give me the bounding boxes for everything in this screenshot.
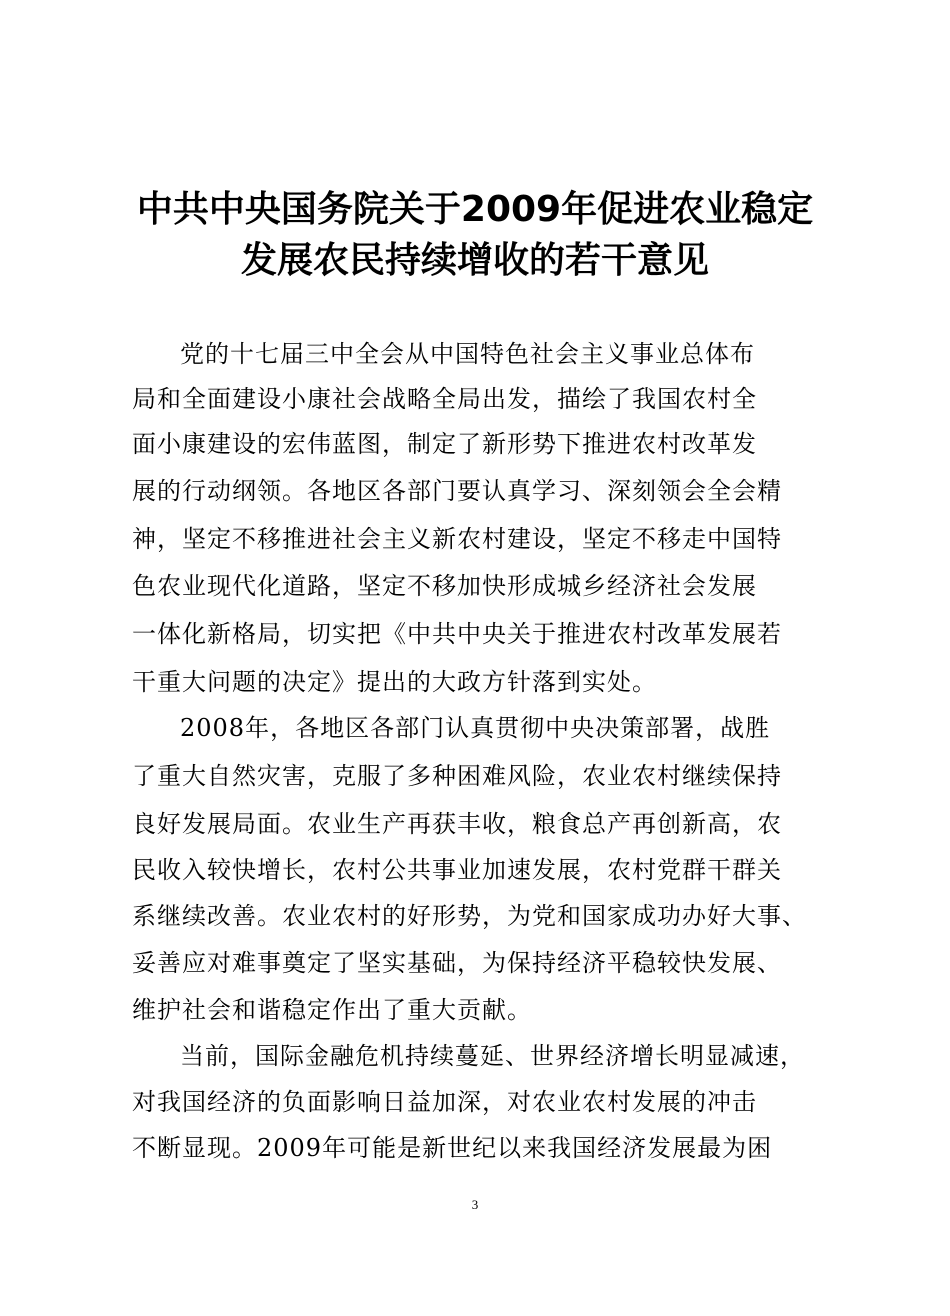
paragraph-1-line-6: 色农业现代化道路，坚定不移加快形成城乡经济社会发展 [132, 572, 757, 600]
paragraph-1-line-4: 展的行动纲领。各地区各部门要认真学习、深刻领会全会精 [132, 477, 782, 505]
paragraph-1-line-8: 干重大问题的决定》提出的大政方针落到实处。 [132, 668, 657, 696]
page-number: 3 [471, 1197, 479, 1212]
document-title-line-2: 发展农民持续增收的若干意见 [240, 240, 709, 281]
paragraph-3-line-3: 不断显现。2009年可能是新世纪以来我国经济发展最为困 [132, 1134, 773, 1162]
paragraph-1-line-5: 神，坚定不移推进社会主义新农村建设，坚定不移走中国特 [132, 525, 782, 553]
paragraph-2-line-3: 良好发展局面。农业生产再获丰收，粮食总产再创新高，农 [132, 810, 782, 838]
paragraph-1-line-7: 一体化新格局，切实把《中共中央关于推进农村改革发展若 [132, 620, 782, 648]
paragraph-2-line-2: 了重大自然灾害，克服了多种困难风险，农业农村继续保持 [132, 762, 782, 790]
paragraph-2-line-1: 2008年，各地区各部门认真贯彻中央决策部署，战胜 [180, 714, 771, 742]
paragraph-2-line-6: 妥善应对难事奠定了坚实基础，为保持经济平稳较快发展、 [132, 949, 782, 977]
paragraph-1-line-1: 党的十七届三中全会从中国特色社会主义事业总体布 [180, 340, 755, 368]
paragraph-3-line-2: 对我国经济的负面影响日益加深，对农业农村发展的冲击 [132, 1088, 757, 1116]
paragraph-1-line-3: 面小康建设的宏伟蓝图，制定了新形势下推进农村改革发 [132, 430, 757, 458]
paragraph-1-line-2: 局和全面建设小康社会战略全局出发，描绘了我国农村全 [132, 385, 757, 413]
paragraph-2-line-4: 民收入较快增长，农村公共事业加速发展，农村党群干群关 [132, 856, 782, 884]
paragraph-3-line-1: 当前，国际金融危机持续蔓延、世界经济增长明显减速， [180, 1042, 805, 1070]
document-title-line-1: 中共中央国务院关于2009年促进农业稳定 [136, 189, 814, 230]
paragraph-2-line-5: 系继续改善。农业农村的好形势，为党和国家成功办好大事、 [132, 902, 807, 930]
paragraph-2-line-7: 维护社会和谐稳定作出了重大贡献。 [132, 996, 532, 1024]
